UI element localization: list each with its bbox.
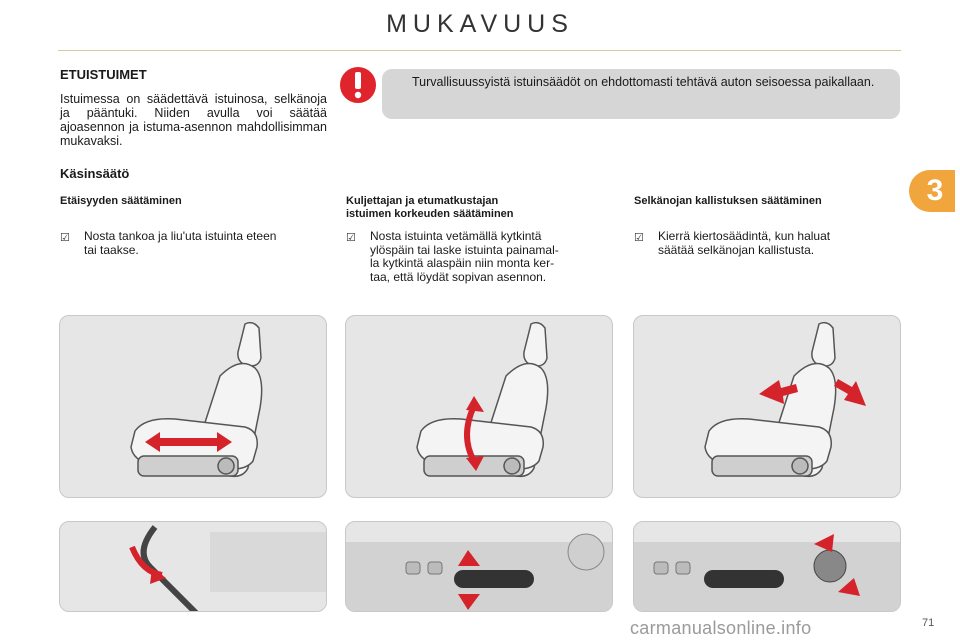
column-1-text: Nosta tankoa ja liu'uta istuinta eteen tai taakse. xyxy=(84,229,277,257)
height-lever-closeup xyxy=(345,521,613,612)
recline-arrow-forward-icon xyxy=(834,379,866,406)
seat-icon xyxy=(705,323,836,477)
column-3-text: Kierrä kiertosäädintä, kun haluat säätää selkänojan kallistusta. xyxy=(658,229,831,257)
column-3-heading: Selkänojan kallistuksen säätäminen xyxy=(634,195,822,207)
page-title: MUKAVUUS xyxy=(386,10,574,38)
title-rule xyxy=(58,50,901,51)
manual-title: Käsinsäätö xyxy=(60,166,130,181)
checkbox-bullet-icon: ☑ xyxy=(634,232,644,244)
column-2-text: Nosta istuinta vetämällä kytkintä ylöspäin tai laske istuinta painamal- la kytkintä alaspäin niin monta ker- taa, että löydät sopivan asennon. xyxy=(370,229,559,284)
seat-height-illustration xyxy=(345,315,613,498)
warning-text: Turvallisuussyistä istuinsäädöt on ehdottomasti tehtävä auton seisoessa paikallaan. xyxy=(412,75,875,89)
seat-distance-illustration xyxy=(59,315,327,498)
column-2-heading: Kuljettajan ja etumatkustajan istuimen korkeuden säätäminen xyxy=(346,195,514,220)
seat-icon xyxy=(417,323,548,477)
seat-recline-illustration xyxy=(633,315,901,498)
seat-icon xyxy=(131,323,262,477)
page-number: 71 xyxy=(922,617,935,629)
checkbox-bullet-icon: ☑ xyxy=(346,232,356,244)
checkbox-bullet-icon: ☑ xyxy=(60,232,70,244)
exclamation-icon xyxy=(337,64,379,106)
section-title: ETUISTUIMET xyxy=(60,67,147,82)
warning-box xyxy=(382,69,900,119)
intro-text: Istuimessa on säädettävä istuinosa, selkänoja ja pääntuki. Niiden avulla voi säätää ajoasennon ja istuma-asennon mahdollisimman mukavaksi. xyxy=(60,92,327,148)
chapter-number: 3 xyxy=(926,174,944,207)
arrow-head-up-icon xyxy=(466,396,484,412)
distance-bar-closeup xyxy=(59,521,327,612)
watermark: carmanualsonline.info xyxy=(630,618,812,638)
recline-knob-closeup xyxy=(633,521,901,612)
column-1-heading: Etäisyyden säätäminen xyxy=(60,195,182,207)
